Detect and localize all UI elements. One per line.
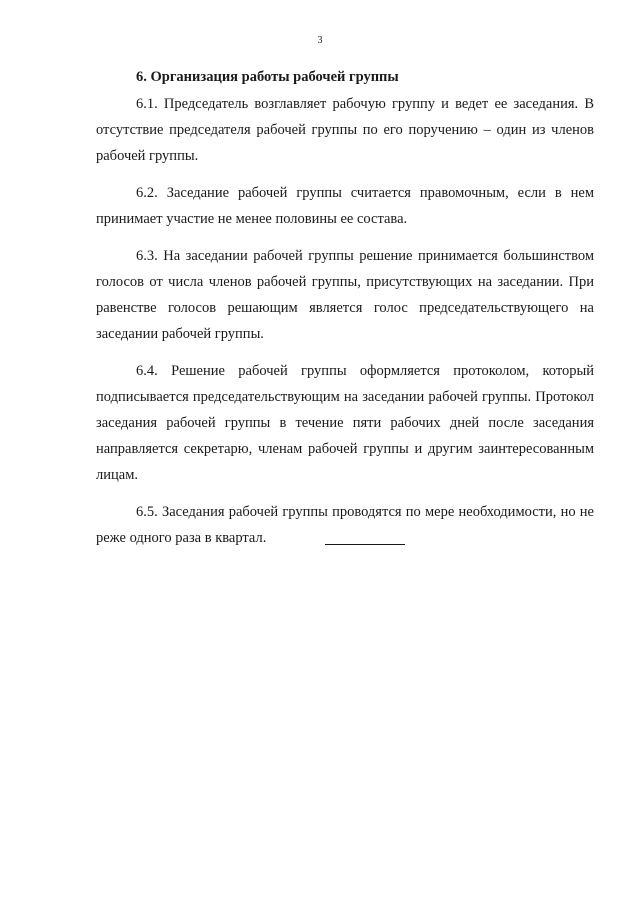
document-body bbox=[96, 65, 594, 562]
paragraph-6-1: 6.1. Председатель возглавляет рабочую группу и ведет ее заседания. В отсутствие председателя рабочей группы по его поручению – один из членов рабочей группы. bbox=[96, 96, 594, 164]
section-title: 6. Организация работы рабочей группы bbox=[136, 69, 399, 85]
paragraph-6-4: 6.4. Решение рабочей группы оформляется протоколом, который подписывается председательствующим на заседании рабочей группы. Протокол заседания рабочей группы в течение пяти рабочих дней после заседания направляется секретарю, членам рабочей группы и другим заинтересованным лицам. bbox=[96, 363, 594, 483]
paragraph-6-3: 6.3. На заседании рабочей группы решение принимается большинством голосов от числа членов рабочей группы, присутствующих на заседании. При равенстве голосов решающим является голос председательствующего на заседании рабочей группы. bbox=[96, 248, 594, 342]
paragraph-6-5: 6.5. Заседания рабочей группы проводятся по мере необходимости, но не реже одного раза в квартал. bbox=[96, 504, 594, 546]
end-of-text-rule bbox=[325, 544, 405, 545]
page-number: 3 bbox=[317, 35, 323, 46]
paragraph-6-2: 6.2. Заседание рабочей группы считается правомочным, если в нем принимает участие не менее половины ее состава. bbox=[96, 185, 594, 227]
